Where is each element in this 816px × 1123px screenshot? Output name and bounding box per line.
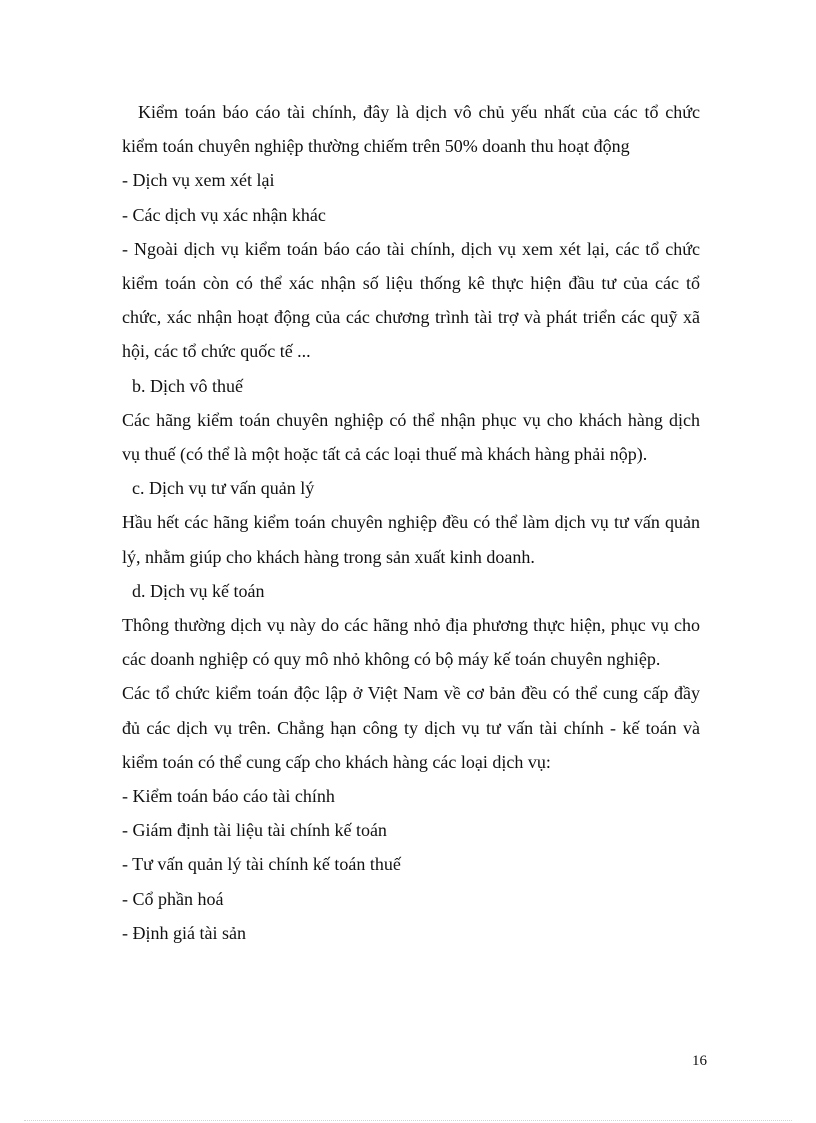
list-item-other-attestation: - Các dịch vụ xác nhận khác (122, 204, 326, 225)
list-item-tax-consulting: - Tư vấn quản lý tài chính kế toán thuế (122, 854, 401, 875)
section-heading-accounting-services: d. Dịch vụ kế toán (132, 580, 265, 601)
section-heading-tax-services: b. Dịch vô thuế (132, 375, 243, 396)
paragraph-accounting-services: Thông thường dịch vụ này do các hãng nhỏ địa phương thực hiện, phục vụ cho các doanh nghiệp có quy mô nhỏ không có bộ máy kế toán chuyên nghiệp. (122, 615, 700, 670)
document-body (122, 95, 700, 950)
list-item-asset-valuation: - Định giá tài sản (122, 922, 246, 943)
list-item-review-services: - Dịch vụ xem xét lại (122, 170, 275, 191)
page-number: 16 (692, 1053, 707, 1069)
section-heading-management-consulting: c. Dịch vụ tư vấn quản lý (132, 478, 315, 499)
paragraph-tax-services: Các hãng kiểm toán chuyên nghiệp có thể nhận phục vụ cho khách hàng dịch vụ thuế (có thể là một hoặc tất cả các loại thuế mà khách hàng phải nộp). (122, 409, 700, 465)
paragraph-financial-audit-intro: Kiểm toán báo cáo tài chính, đây là dịch vô chủ yếu nhất của các tổ chức kiểm toán chuyên nghiệp thường chiếm trên 50% doanh thu hoạt động (122, 102, 700, 157)
list-item-other-services: - Ngoài dịch vụ kiểm toán báo cáo tài chính, dịch vụ xem xét lại, các tổ chức kiểm toán còn có thể xác nhận số liệu thống kê thực hiện đầu tư của các tổ chức, xác nhận hoạt động của các chương trình tài trợ và phát triển các quỹ xã hội, các tổ chức quốc tế ... (122, 238, 700, 362)
list-item-document-appraisal: - Giám định tài liệu tài chính kế toán (122, 820, 387, 841)
paragraph-management-consulting: Hầu hết các hãng kiểm toán chuyên nghiệp đều có thể làm dịch vụ tư vấn quản lý, nhằm giúp cho khách hàng trong sản xuất kinh doanh. (122, 512, 700, 567)
list-item-equitization: - Cổ phần hoá (122, 888, 224, 909)
list-item-financial-statement-audit: - Kiểm toán báo cáo tài chính (122, 786, 335, 807)
paragraph-vietnam-audit-firms: Các tổ chức kiểm toán độc lập ở Việt Nam về cơ bản đều có thể cung cấp đầy đủ các dịch vụ trên. Chẳng hạn công ty dịch vụ tư vấn tài chính - kế toán và kiểm toán có thể cung cấp cho khách hàng các loại dịch vụ: (122, 683, 700, 772)
page-bottom-divider (24, 1120, 792, 1121)
